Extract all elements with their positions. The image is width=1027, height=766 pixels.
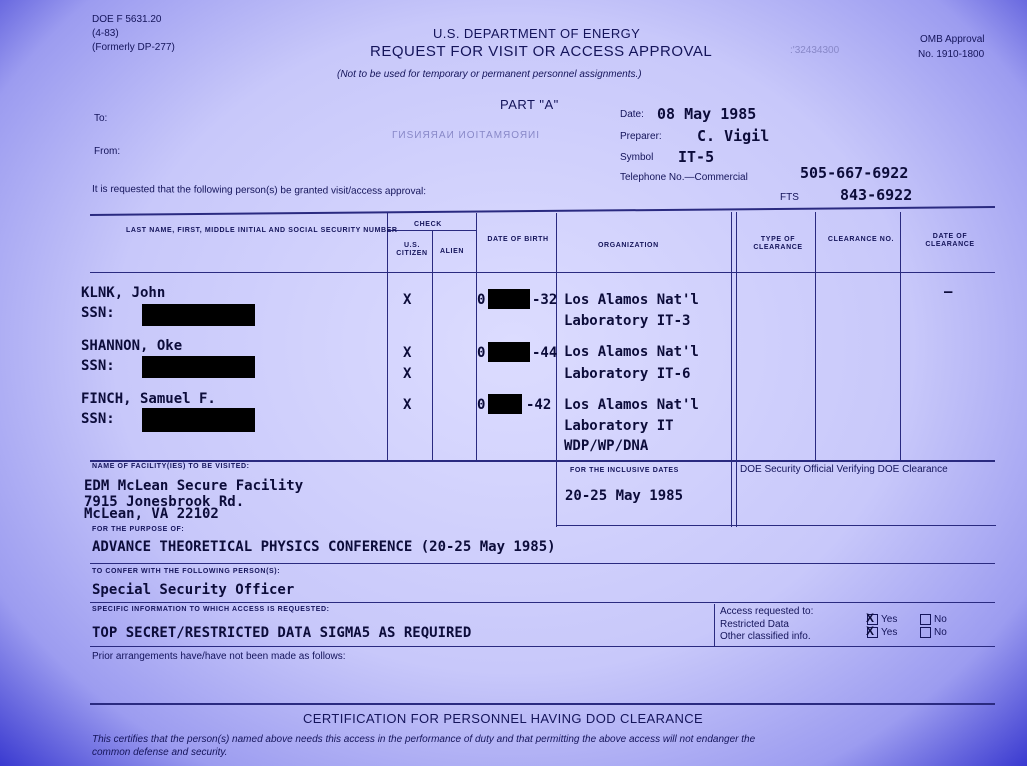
preparer-label: Preparer:: [620, 131, 662, 142]
form-number: DOE F 5631.20: [92, 14, 162, 25]
restricted-yes-check-mark: X: [866, 611, 875, 625]
date-value: 08 May 1985: [657, 105, 757, 123]
to-label: To:: [94, 113, 108, 124]
header-check: CHECK: [414, 221, 442, 228]
faint-code: :'32434300: [790, 45, 840, 56]
purpose-label: FOR THE PURPOSE OF:: [92, 526, 185, 533]
form-date: (4-83): [92, 28, 119, 39]
dob-redaction: [488, 394, 522, 414]
other-yes-checkbox[interactable]: Yes: [867, 627, 897, 638]
part-label: PART "A": [500, 97, 559, 112]
person-2-ssn-label: SSN:: [81, 358, 115, 374]
facility-line-3: McLean, VA 22102: [84, 506, 219, 522]
request-text: It is requested that the following person(s) be granted visit/access approval:: [91, 183, 427, 198]
dob-redaction: [488, 342, 530, 362]
certification-title: CERTIFICATION FOR PERSONNEL HAVING DOD CLEARANCE: [303, 711, 704, 726]
person-1-org-2: Laboratory IT-3: [564, 313, 691, 329]
symbol-label: Symbol: [620, 152, 654, 163]
phone-commercial: 505-667-6922: [800, 164, 909, 182]
person-3-name: FINCH, Samuel F.: [81, 391, 216, 407]
person-3-org-2: Laboratory IT: [564, 418, 674, 434]
person-2-name: SHANNON, Oke: [81, 338, 183, 354]
ssn-redaction: [142, 356, 255, 378]
phone-fts: 843-6922: [840, 186, 913, 204]
person-3-dob: -42: [526, 397, 552, 413]
header-date-clearance: DATE OF CLEARANCE: [925, 233, 975, 248]
person-2-citizen-2: X: [403, 366, 412, 382]
omb-label: OMB Approval: [920, 34, 985, 45]
other-yes-check-mark: X: [866, 624, 875, 638]
header-clearance-no: CLEARANCE NO.: [827, 236, 895, 243]
faint-bleed-text: ГИЅИЯЯАИ ИОІТАМЯОЯИІ: [392, 130, 541, 141]
confer-label: TO CONFER WITH THE FOLLOWING PERSON(S):: [92, 568, 281, 575]
person-2-org-2: Laboratory IT-6: [564, 366, 691, 382]
purpose-value: ADVANCE THEORETICAL PHYSICS CONFERENCE (20-25 May 1985): [92, 539, 556, 555]
dob-redaction: [488, 289, 530, 309]
symbol-value: IT-5: [678, 148, 715, 166]
header-type-clearance: TYPE OF CLEARANCE: [753, 236, 803, 251]
certification-text-2: common defense and security.: [92, 747, 228, 758]
from-label: From:: [94, 146, 121, 157]
preparer-value: C. Vigil: [697, 127, 770, 145]
omb-number: No. 1910-1800: [918, 49, 985, 60]
header-dob: DATE OF BIRTH: [487, 236, 549, 243]
person-3-ssn-label: SSN:: [81, 411, 115, 427]
header-us-citizen: U.S. CITIZEN: [396, 242, 428, 257]
restricted-yes-checkbox[interactable]: Yes: [867, 614, 897, 625]
header-alien: ALIEN: [440, 248, 464, 255]
phone-label: Telephone No.—Commercial: [620, 172, 748, 183]
person-3-org-3: WDP/WP/DNA: [564, 438, 649, 454]
access-other-classified: Other classified info.: [720, 631, 811, 642]
ssn-redaction: [142, 304, 255, 326]
access-restricted-data: Restricted Data: [720, 619, 789, 630]
person-1-org-1: Los Alamos Nat'l: [564, 292, 699, 308]
access-value: TOP SECRET/RESTRICTED DATA SIGMA5 AS REQUIRED: [92, 625, 472, 641]
form-title: REQUEST FOR VISIT OR ACCESS APPROVAL: [370, 43, 713, 60]
agency-name: U.S. DEPARTMENT OF ENERGY: [433, 26, 641, 41]
person-2-dob: -44: [532, 345, 558, 361]
date-label: Date:: [620, 109, 644, 120]
person-2-org-1: Los Alamos Nat'l: [564, 344, 699, 360]
other-no-checkbox[interactable]: No: [920, 627, 947, 638]
dates-label: FOR THE INCLUSIVE DATES: [570, 467, 679, 474]
access-requested-to: Access requested to:: [720, 606, 814, 617]
header-name-col: LAST NAME, FIRST, MIDDLE INITIAL AND SOCIAL SECURITY NUMBER: [126, 227, 398, 234]
person-1-citizen: X: [403, 292, 412, 308]
verify-label: DOE Security Official Verifying DOE Clearance: [740, 464, 948, 475]
dates-value: 20-25 May 1985: [565, 488, 684, 504]
document-page: DOE F 5631.20 (4-83) (Formerly DP-277) U.S. DEPARTMENT OF ENERGY REQUEST FOR VISIT OR ACCESS APPROVAL (Not to be used for temporary or permanent personnel assignments.) OMB Approval No. 1910-1800 :'32434300 PART "A" To: From: Date: 08 May 1985 Preparer: C. Vigil Symbol IT-5 Telephone No.—Commercial 505-667-6922 FTS 843-6922 It is requested that the following person(s) be granted visit/access approval: ГИЅИЯЯАИ ИОІТАМЯОЯИІ LAST NAME, FIRST, MIDDLE INITIAL AND SOCIAL SECURITY NUMBER CHECK U.S. CITIZEN ALIEN DATE OF BIRTH ORGANIZATION TYPE OF CLEARANCE CLEARANCE NO. DATE OF CLEARANCE KLNK, John SSN: X 0 -32 Los Alamos Nat'l Laboratory IT-3 — SHANNON, Oke SSN: X X 0 -44 Los Alamos Nat'l Laboratory IT-6 FINCH, Samuel F. SSN: X 0 -42 Los Alamos Nat'l Laboratory IT WDP/WP/DNA NAME OF FACILITY(IES) TO BE VISITED: EDM McLean Secure Facility 7915 Jonesbrook Rd. McLean, VA 22102 FOR THE INCLUSIVE DATES 20-25 May 1985 DOE Security Official Verifying DOE Clearance FOR THE PURPOSE OF: ADVANCE THEORETICAL PHYSICS CONFERENCE (20-25 May 1985) TO CONFER WITH THE FOLLOWING PERSON(S): Special Security Officer SPECIFIC INFORMATION TO WHICH ACCESS IS REQUESTED: TOP SECRET/RESTRICTED DATA SIGMA5 AS REQUIRED Access requested to: Restricted Data Other classified info. Yes X No Yes X No Prior arrangements have/have not been made as follows: CERTIFICATION FOR PERSONNEL HAVING DOD CLEARANCE This certifies that the person(s) named above needs this access in the performance of duty and that permitting the above access will not endanger the common defense and security.: [0, 0, 1027, 766]
form-note: (Not to be used for temporary or permanent personnel assignments.): [337, 69, 642, 80]
access-label: SPECIFIC INFORMATION TO WHICH ACCESS IS REQUESTED:: [92, 606, 330, 613]
restricted-no-checkbox[interactable]: No: [920, 614, 947, 625]
person-1-ssn-label: SSN:: [81, 305, 115, 321]
formerly-note: (Formerly DP-277): [92, 42, 175, 53]
fts-label: FTS: [780, 192, 799, 203]
facility-line-2: 7915 Jonesbrook Rd.: [84, 494, 245, 510]
facility-label: NAME OF FACILITY(IES) TO BE VISITED:: [92, 463, 250, 470]
prior-arrangements: Prior arrangements have/have not been made as follows:: [92, 651, 346, 662]
person-3-org-1: Los Alamos Nat'l: [564, 397, 699, 413]
person-1-name: KLNK, John: [81, 285, 166, 301]
facility-line-1: EDM McLean Secure Facility: [84, 478, 304, 494]
person-1-dob: -32: [532, 292, 558, 308]
clearance-dash: —: [944, 284, 953, 300]
header-organization: ORGANIZATION: [598, 242, 659, 249]
ssn-redaction: [142, 408, 255, 432]
person-3-citizen: X: [403, 397, 412, 413]
certification-text-1: This certifies that the person(s) named above needs this access in the performance of duty and that permitting the above access will not endanger the: [92, 734, 756, 745]
person-2-citizen: X: [403, 345, 412, 361]
confer-value: Special Security Officer: [92, 582, 295, 598]
